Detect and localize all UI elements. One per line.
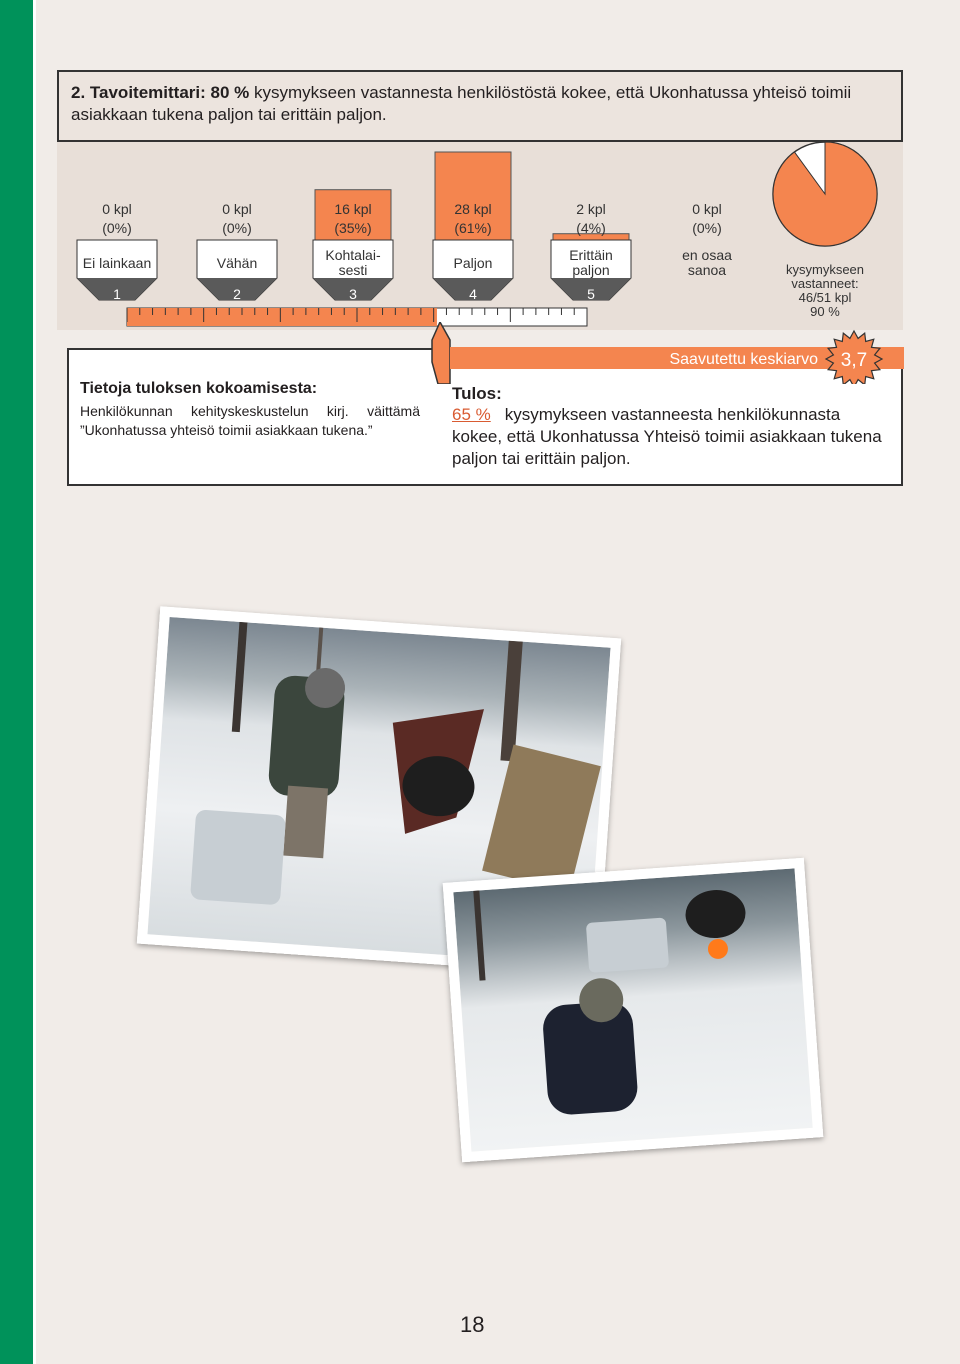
count-label-3: 16 kpl	[334, 201, 372, 217]
result-description: kysymykseen vastanneesta henkilökunnasta kokee, että Ukonhatussa Yhteisö toimii asiakkaan tukena paljon tai erittäin paljon.	[452, 405, 882, 468]
count-label-4: 28 kpl	[454, 201, 492, 217]
pie-label-3: 46/51 kpl	[798, 290, 852, 305]
category-label-4-1: Paljon	[453, 255, 493, 271]
category-label-5-2: paljon	[572, 262, 610, 278]
info-text: Henkilökunnan kehityskeskustelun kirj. väittämä ”Ukonhatussa yhteisö toimii asiakkaan tukena.”	[80, 403, 420, 438]
page-headline	[57, 70, 903, 142]
category-label-1-1: Ei lainkaan	[82, 255, 152, 271]
average-badge	[826, 331, 882, 384]
headline-text: kysymykseen vastannesta henkilöstöstä kokee, että Ukonhatussa yhteisö toimii asiakkaan tukena paljon tai erittäin paljon.	[71, 83, 852, 124]
percent-label-3: (35%)	[334, 220, 372, 236]
pie-label-4: 90 %	[810, 304, 840, 319]
result-text	[452, 404, 882, 470]
category-label-5-1: Erittäin	[569, 247, 613, 263]
average-value: 3,7	[840, 350, 868, 371]
scale-number-2: 2	[233, 286, 241, 302]
headline-strong: 2. Tavoitemittari: 80 %	[71, 83, 250, 102]
count-label-6: 0 kpl	[692, 201, 722, 217]
scale-number-3: 3	[349, 286, 357, 302]
scale-number-1: 1	[113, 286, 121, 302]
photo-man-crouching	[443, 858, 824, 1163]
pie-label-1: kysymykseen	[785, 262, 865, 277]
percent-label-4: (61%)	[454, 220, 492, 236]
percent-label-6: (0%)	[692, 220, 722, 236]
category-label-6-2: sanoa	[687, 262, 727, 278]
category-label-2-1: Vähän	[216, 255, 258, 271]
photo-scene-2	[453, 868, 812, 1151]
result-percent: 65 %	[452, 405, 491, 424]
scale-number-5: 5	[587, 286, 595, 302]
scale-ruler-fill	[127, 308, 437, 326]
margin-divider	[33, 0, 36, 1364]
category-label-6-1: en osaa	[682, 247, 732, 263]
info-title: Tietoja tuloksen kokoamisesta:	[80, 380, 318, 397]
percent-label-5: (4%)	[576, 220, 606, 236]
percent-label-2: (0%)	[222, 220, 252, 236]
result-title: Tulos:	[452, 384, 502, 403]
count-label-2: 0 kpl	[222, 201, 252, 217]
count-label-1: 0 kpl	[102, 201, 132, 217]
average-banner	[428, 322, 904, 384]
scale-number-4: 4	[469, 286, 477, 302]
category-label-3-1: Kohtalai-	[325, 247, 381, 263]
category-label-3-2: sesti	[338, 262, 368, 278]
pie-slice-answered	[773, 142, 877, 246]
green-margin-bar	[0, 0, 33, 1364]
pie-label-2: vastanneet:	[791, 276, 859, 291]
percent-label-1: (0%)	[102, 220, 132, 236]
page-number: 18	[460, 1312, 485, 1337]
average-pointer	[432, 322, 450, 384]
survey-chart-svg	[57, 142, 903, 330]
average-label: Saavutettu keskiarvo	[669, 351, 818, 368]
survey-chart	[57, 142, 903, 330]
count-label-5: 2 kpl	[576, 201, 606, 217]
